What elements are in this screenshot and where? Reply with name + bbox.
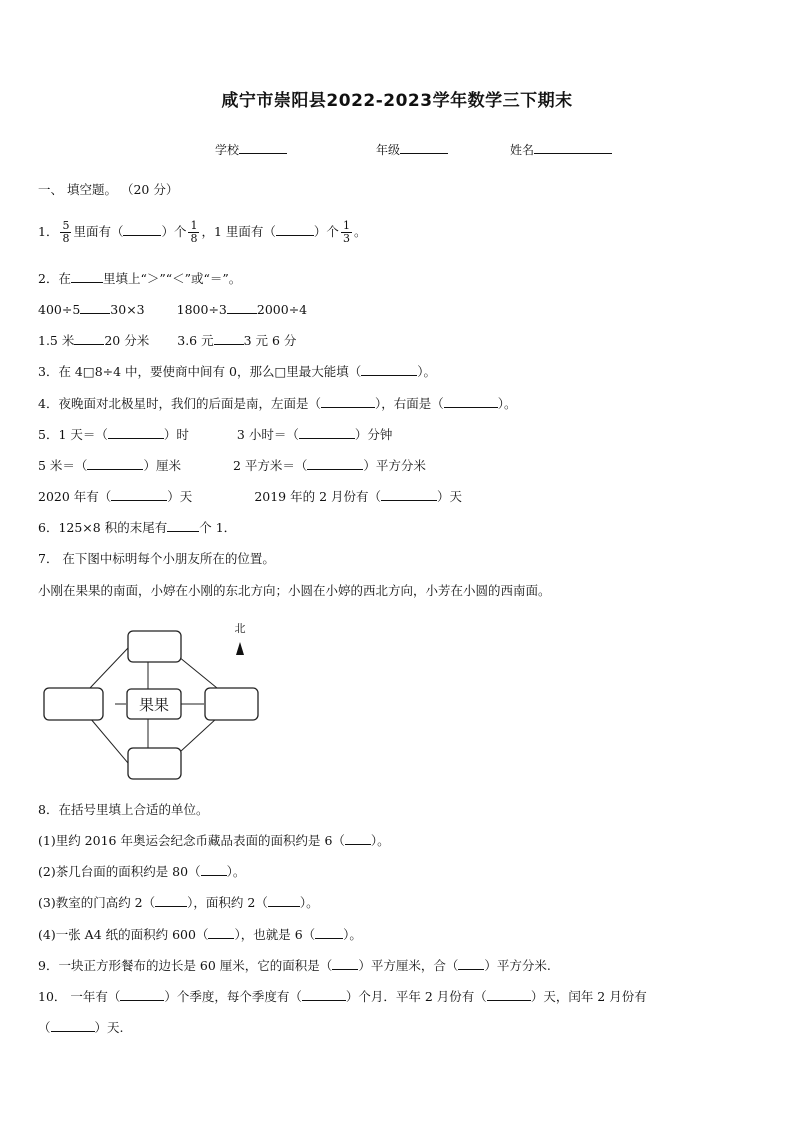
question-10-line-2: （ ）天. <box>38 1020 124 1035</box>
q4-blank-1[interactable] <box>321 396 375 408</box>
q5-blank-2[interactable] <box>299 427 355 439</box>
q4-blank-2[interactable] <box>444 396 498 408</box>
q1-blank-2[interactable] <box>276 224 314 236</box>
q10-blank-3[interactable] <box>487 989 531 1001</box>
q8-blank-2[interactable] <box>201 864 227 876</box>
page-title: 咸宁市崇阳县2022-2023学年数学三下期末 <box>221 91 573 111</box>
fraction-1-8: $\frac{1}{8}$ <box>190 219 198 245</box>
question-3: 3．在 4□8÷4 中，要使商中间有 0，那么□里最大能填（ ）。 <box>38 364 437 379</box>
connector-sw <box>90 718 128 763</box>
box-north[interactable] <box>128 631 181 662</box>
q10-blank-1[interactable] <box>120 989 164 1001</box>
question-5-row-3: 2020 年有（ ）天 2019 年的 2 月份有（ ）天 <box>38 489 463 504</box>
north-label: 北 <box>234 622 246 635</box>
question-9: 9．一块正方形餐布的边长是 60 厘米，它的面积是（ ）平方厘米，合（ ）平方分米. <box>38 958 551 973</box>
question-6: 6．125×8 积的末尾有 个 1． <box>38 520 237 535</box>
position-diagram <box>38 618 268 783</box>
q2-blank-sample <box>71 271 103 283</box>
q1-text-c: ，1 里面有（ <box>201 224 276 239</box>
question-8: 8．在括号里填上合适的单位。 <box>38 802 209 817</box>
q1-blank-1[interactable] <box>123 224 161 236</box>
q8-blank-5[interactable] <box>208 927 234 939</box>
box-east[interactable] <box>205 688 258 720</box>
q1-text-a: 里面有（ <box>73 224 124 239</box>
box-west[interactable] <box>44 688 103 720</box>
grade-field <box>376 141 448 158</box>
q7-description: 小刚在果果的南面，小婷在小刚的东北方向；小圆在小婷的西北方向，小芳在小圆的西南面。 <box>38 583 551 598</box>
fraction-1-3: $\frac{1}{3}$ <box>342 219 350 245</box>
q1-text-d: ）个 <box>313 224 339 239</box>
north-arrow-icon <box>236 642 244 655</box>
box-south[interactable] <box>128 748 181 779</box>
q2-row-2: 1.5 米 20 分米 3.6 元 3 元 6 分 <box>38 333 297 348</box>
q5-blank-6[interactable] <box>381 489 437 501</box>
q2-blank-4[interactable] <box>214 333 244 345</box>
q2-blank-3[interactable] <box>74 333 104 345</box>
q6-blank[interactable] <box>167 520 199 532</box>
school-field <box>215 141 287 158</box>
school-label: 学校 <box>215 143 240 157</box>
q5-blank-3[interactable] <box>87 458 143 470</box>
q8-blank-4[interactable] <box>268 895 300 907</box>
q8-item-3: (3)教室的门高约 2（ ），面积约 2（ ）。 <box>38 895 319 910</box>
q9-blank-1[interactable] <box>332 958 358 970</box>
name-field <box>510 141 612 158</box>
q8-blank-6[interactable] <box>315 927 343 939</box>
section-heading: 一、 填空题。 （20 分） <box>38 182 179 197</box>
q8-blank-1[interactable] <box>345 833 371 845</box>
question-1: 1． $\frac{5}{8}$ 里面有（ ）个 $\frac{1}{8}$ ，1 里面有（ ）个 $\frac{1}{3}$ 。 <box>38 219 367 245</box>
q2-blank-1[interactable] <box>80 302 110 314</box>
q5-blank-4[interactable] <box>307 458 363 470</box>
q5-blank-5[interactable] <box>111 489 167 501</box>
question-4: 4．夜晚面对北极星时，我们的后面是南，左面是（ ），右面是（ ）。 <box>38 396 517 411</box>
school-blank[interactable] <box>239 141 287 154</box>
grade-blank[interactable] <box>400 141 448 154</box>
q5-blank-1[interactable] <box>108 427 164 439</box>
q10-blank-4[interactable] <box>51 1020 95 1032</box>
center-label: 果果 <box>138 696 170 714</box>
question-10: 10． 一年有（ ）个季度，每个季度有（ ）个月．平年 2 月份有（ ）天，闰年 2 月份有 <box>38 989 647 1004</box>
question-5-row-1: 5．1 天＝（ ）时 3 小时＝（ ）分钟 <box>38 427 393 442</box>
question-5-row-2: 5 米＝（ ）厘米 2 平方米＝（ ）平方分米 <box>38 458 426 473</box>
q2-blank-2[interactable] <box>227 302 257 314</box>
question-7: 7． 在下图中标明每个小朋友所在的位置。 <box>38 551 275 566</box>
q1-number: 1． <box>38 224 59 239</box>
question-2: 2．在 里填上“＞”“＜”或“＝”。 <box>38 271 242 286</box>
name-label: 姓名 <box>510 143 535 157</box>
name-blank[interactable] <box>534 141 612 154</box>
q3-blank[interactable] <box>361 364 417 376</box>
q8-blank-3[interactable] <box>155 895 187 907</box>
q8-item-2: (2)茶几台面的面积约是 80（ ）。 <box>38 864 246 879</box>
q10-blank-2[interactable] <box>302 989 346 1001</box>
grade-label: 年级 <box>376 143 401 157</box>
q8-item-1: (1)里约 2016 年奥运会纪念币藏品表面的面积约是 6（ ）。 <box>38 833 390 848</box>
q1-text-b: ）个 <box>161 224 187 239</box>
q9-blank-2[interactable] <box>458 958 484 970</box>
fraction-5-8: $\frac{5}{8}$ <box>62 219 70 245</box>
connector-nw <box>90 648 128 688</box>
q2-row-1: 400÷5 30×3 1800÷3 2000÷4 <box>38 302 308 317</box>
q8-item-4: (4)一张 A4 纸的面积约 600（ ），也就是 6（ ）。 <box>38 927 362 942</box>
